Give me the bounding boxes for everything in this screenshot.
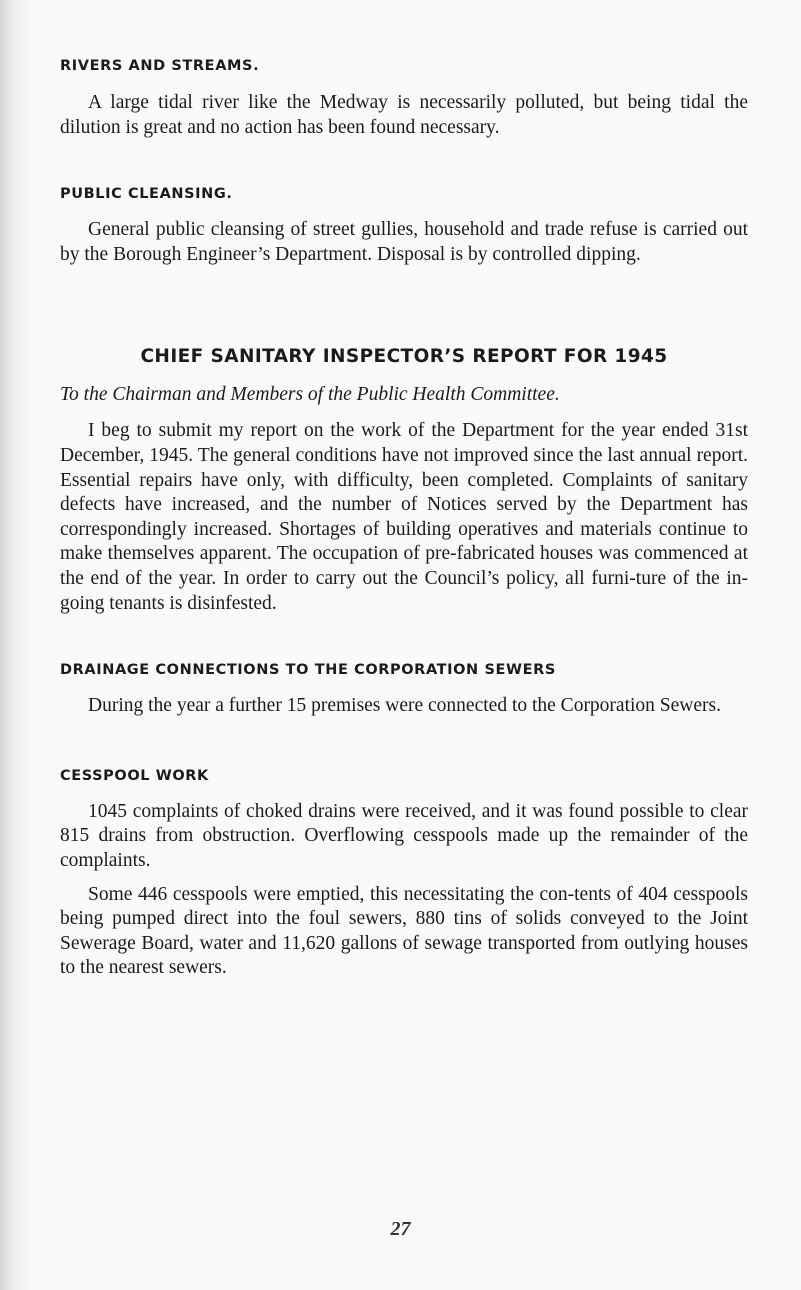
report-salutation: To the Chairman and Members of the Public Health Committee. [60, 384, 560, 406]
page-number: 27 [390, 1218, 411, 1240]
rivers-heading: RIVERS AND STREAMS. [60, 58, 260, 74]
rivers-paragraph: A large tidal river like the Medway is necessarily polluted, but being tidal the dilution is great and no action has been found necessary. [60, 92, 748, 138]
page-content [60, 56, 748, 981]
cleansing-paragraph: General public cleansing of street gullies, household and trade refuse is carried out by the Borough Engineer’s Department. Disposal is by controlled dipping. [60, 219, 748, 265]
cesspool-paragraph-1: 1045 complaints of choked drains were received, and it was found possible to clear 815 drains from obstruction. Overflowing cesspools made up the remainder of the complaints. [60, 800, 748, 871]
cesspool-paragraph-2: Some 446 cesspools were emptied, this necessitating the con-tents of 404 cesspools being pumped direct into the foul sewers, 880 tins of solids conveyed to the Joint Sewerage Board, water and 11,620 gallons of sewage transported from outlying houses to the nearest sewers. [60, 883, 748, 979]
drainage-paragraph: During the year a further 15 premises were connected to the Corporation Sewers. [88, 695, 721, 717]
report-heading: CHIEF SANITARY INSPECTOR’S REPORT FOR 1945 [140, 346, 668, 368]
cleansing-heading: PUBLIC CLEANSING. [60, 186, 233, 203]
report-paragraph: I beg to submit my report on the work of the Department for the year ended 31st December, 1945. The general conditions have not improved since the last annual report. Essential repairs have only, with difficulty, been completed. Complaints of sanitary defects have increased, and the number of Notices served by the Department has correspondingly increased. Shortages of building operatives and materials continue to make themselves apparent. The occupation of pre-fabricated houses was commenced at the end of the year. In order to carry out the Council’s policy, all furni-ture of the in-going tenants is disinfested. [60, 420, 748, 614]
drainage-heading: DRAINAGE CONNECTIONS TO THE CORPORATION SEWERS [60, 662, 556, 679]
cesspool-heading: CESSPOOL WORK [60, 767, 209, 784]
